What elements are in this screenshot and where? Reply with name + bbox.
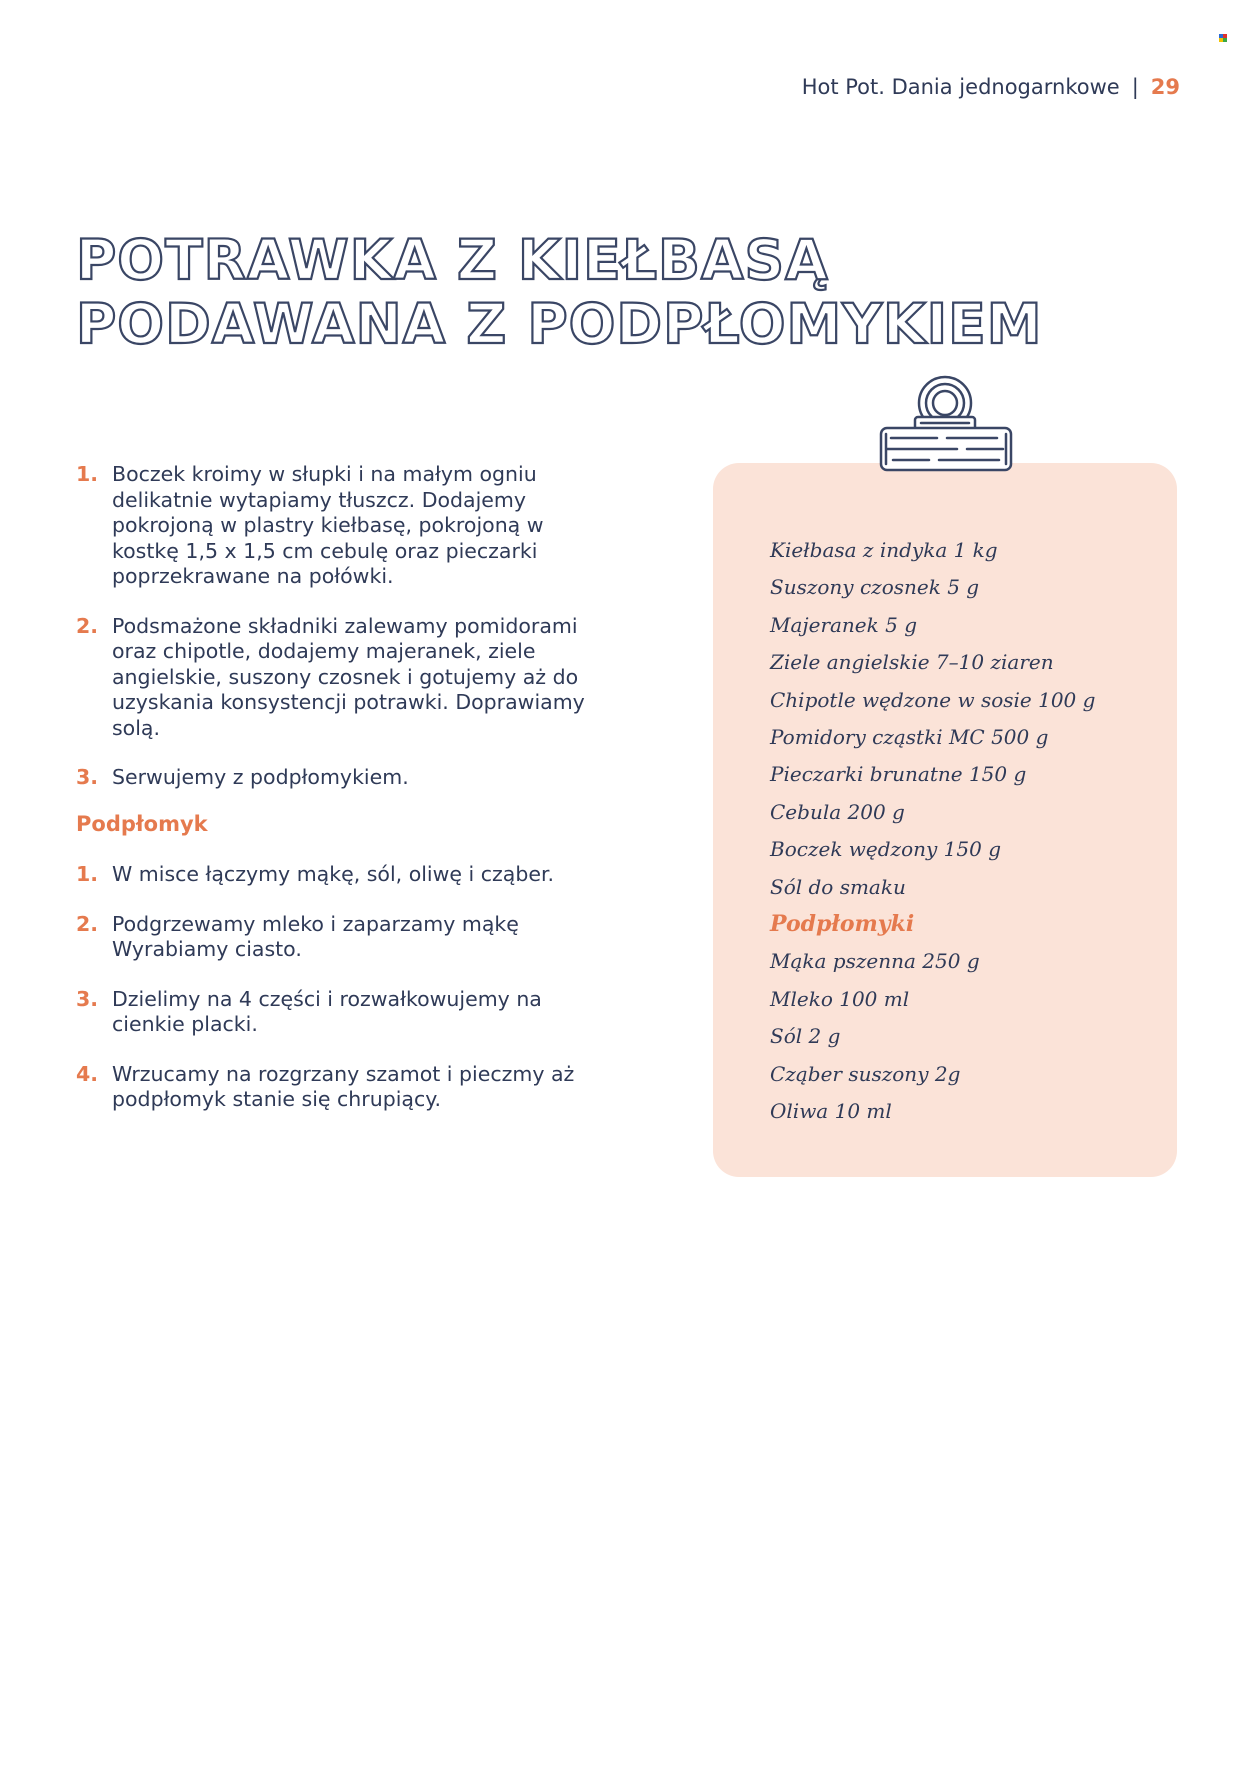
ingredient-item: Mąka pszenna 250 g: [770, 949, 980, 974]
ingredient-item: Suszony czosnek 5 g: [770, 575, 980, 600]
ingredient-item: Chipotle wędzone w sosie 100 g: [770, 687, 1096, 712]
ingredient-item: Pieczarki brunatne 150 g: [770, 762, 1027, 787]
ingredient-list: [770, 532, 1095, 1131]
recipe-step: [76, 462, 616, 590]
ingredient-item: Majeranek 5 g: [770, 612, 918, 637]
ingredient-item: Sól do smaku: [770, 874, 906, 899]
recipe-title: [76, 228, 1042, 356]
step-number: 3.: [76, 986, 99, 1011]
step-text: Boczek kroimy w słupki i na małym ogniu delikatnie wytapiamy tłuszcz. Dodajemy pokrojoną w plastry kiełbasę, pokrojoną w kostkę 1,5 x 1,5 cm cebulę oraz pieczarki poprzekrawane na połówki.: [112, 462, 544, 588]
color-registration-mark: [1219, 34, 1228, 43]
ingredient-item: Sól 2 g: [770, 1024, 841, 1049]
recipe-title-line-2: PODAWANA Z PODPŁOMYKIEM: [76, 292, 1043, 356]
ingredient-section-heading: Podpłomyki: [770, 911, 915, 938]
step-number: 3.: [76, 765, 99, 789]
step-text: Wrzucamy na rozgrzany szamot i pieczmy aż podpłomyk stanie się chrupiący.: [112, 1061, 575, 1111]
page-header: [802, 75, 1180, 99]
clipboard-clip-icon: [877, 374, 1017, 476]
step-number: 4.: [76, 1061, 99, 1086]
flatbread-steps: [76, 862, 616, 1137]
ingredient-item: Kiełbasa z indyka 1 kg: [770, 538, 998, 562]
header-separator: |: [1131, 75, 1139, 99]
ingredient-item: Pomidory cząstki MC 500 g: [770, 725, 1049, 750]
step-text: Serwujemy z podpłomykiem.: [112, 765, 409, 789]
step-text: Dzielimy na 4 części i rozwałkowujemy na cienkie placki.: [112, 986, 542, 1036]
step-number: 1.: [76, 862, 99, 886]
ingredient-item: Mleko 100 ml: [770, 986, 910, 1011]
step-text: Podsmażone składniki zalewamy pomidorami oraz chipotle, dodajemy majeranek, ziele angielskie, suszony czosnek i gotujemy aż do uzyskania konsystencji potrawki. Doprawiamy solą.: [112, 613, 585, 740]
ingredient-item: Ziele angielskie 7–10 ziaren: [770, 650, 1054, 675]
ingredient-item: Oliwa 10 ml: [770, 1099, 892, 1124]
flatbread-step: [76, 912, 616, 963]
flatbread-step: [76, 987, 616, 1038]
flatbread-step: [76, 1062, 616, 1113]
recipe-title-line-1: POTRAWKA Z KIEŁBASĄ: [76, 228, 829, 292]
recipe-step: [76, 765, 616, 791]
flatbread-step: [76, 862, 616, 888]
step-text: W misce łączymy mąkę, sól, oliwę i cząber.: [112, 862, 555, 886]
book-title: Hot Pot. Dania jednogarnkowe: [801, 75, 1120, 99]
ingredient-item: Boczek wędzony 150 g: [770, 837, 1001, 862]
recipe-step: [76, 614, 616, 742]
flatbread-heading: Podpłomyk: [76, 812, 208, 836]
ingredient-item: Cebula 200 g: [770, 799, 905, 824]
recipe-steps: [76, 462, 616, 815]
page-number: 29: [1150, 75, 1180, 99]
step-number: 1.: [76, 462, 99, 486]
step-text: Podgrzewamy mleko i zaparzamy mąkę Wyrabiamy ciasto.: [112, 911, 519, 961]
step-number: 2.: [76, 911, 99, 936]
step-number: 2.: [76, 613, 99, 638]
ingredient-item: Cząber suszony 2g: [770, 1061, 961, 1086]
